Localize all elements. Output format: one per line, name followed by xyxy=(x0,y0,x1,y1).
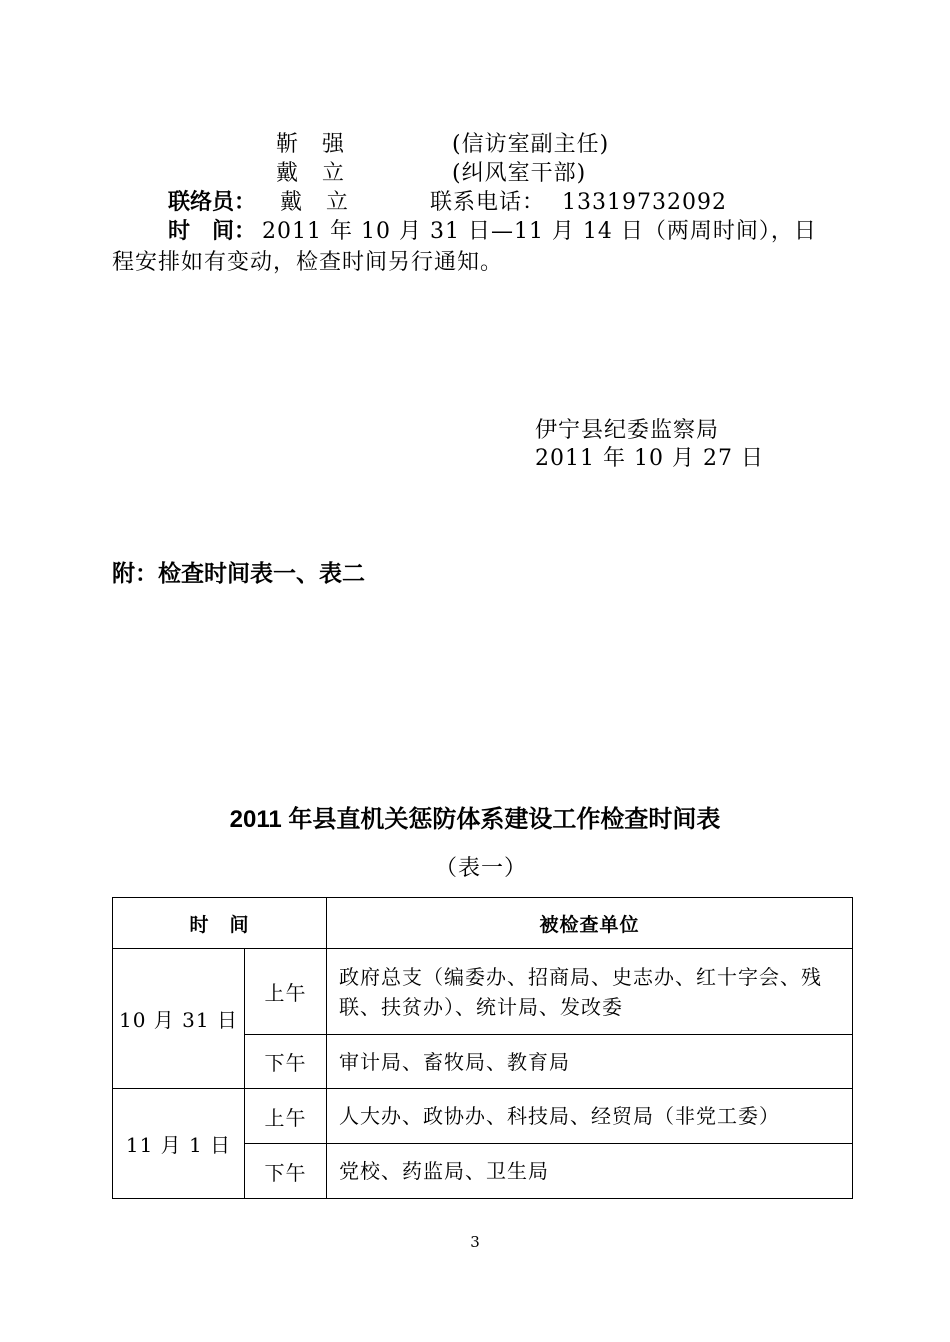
table-subtitle: （表一） xyxy=(434,856,527,881)
page-number: 3 xyxy=(470,1233,480,1251)
row-date: 10 月 31 日 xyxy=(113,949,245,1089)
inspected-units: 审计局、畜牧局、教育局 xyxy=(327,1035,853,1089)
time-label: 时 间： xyxy=(168,219,257,244)
member-name-1: 靳 强 xyxy=(276,132,346,157)
row-date: 11 月 1 日 xyxy=(113,1089,245,1199)
inspected-units: 人大办、政协办、科技局、经贸局（非党工委） xyxy=(327,1089,853,1144)
time-line-2: 程安排如有变动，检查时间另行通知。 xyxy=(112,250,504,275)
inspected-units: 党校、药监局、卫生局 xyxy=(327,1144,853,1199)
session-label: 下午 xyxy=(245,1144,327,1199)
member-role-2: (纠风室干部) xyxy=(452,161,587,186)
signature-org: 伊宁县纪委监察局 xyxy=(535,418,720,443)
schedule-table xyxy=(112,897,853,1199)
contact-phone-label: 联系电话： xyxy=(430,190,546,215)
member-name-2: 戴 立 xyxy=(276,161,346,186)
signature-date: 2011 年 10 月 27 日 xyxy=(535,446,764,471)
header-time: 时 间 xyxy=(113,898,327,949)
session-label: 上午 xyxy=(245,949,327,1035)
contact-name: 戴 立 xyxy=(280,190,350,215)
contact-phone: 13319732092 xyxy=(562,190,727,215)
table-row xyxy=(113,1089,853,1144)
table-title: 2011 年县直机关惩防体系建设工作检查时间表 xyxy=(229,806,721,833)
contact-label: 联络员： xyxy=(168,190,257,215)
session-label: 下午 xyxy=(245,1035,327,1089)
table-row xyxy=(113,949,853,1035)
session-label: 上午 xyxy=(245,1089,327,1144)
table-header-row xyxy=(113,898,853,949)
time-line-1: 2011 年 10 月 31 日—11 月 14 日（两周时间），日 xyxy=(262,219,817,244)
member-role-1: (信访室副主任) xyxy=(452,132,610,157)
header-units: 被检查单位 xyxy=(327,898,853,949)
inspected-units: 政府总支（编委办、招商局、史志办、红十字会、残联、扶贫办）、统计局、发改委 xyxy=(327,949,853,1035)
attachment-line: 附：检查时间表一、表二 xyxy=(112,561,365,587)
